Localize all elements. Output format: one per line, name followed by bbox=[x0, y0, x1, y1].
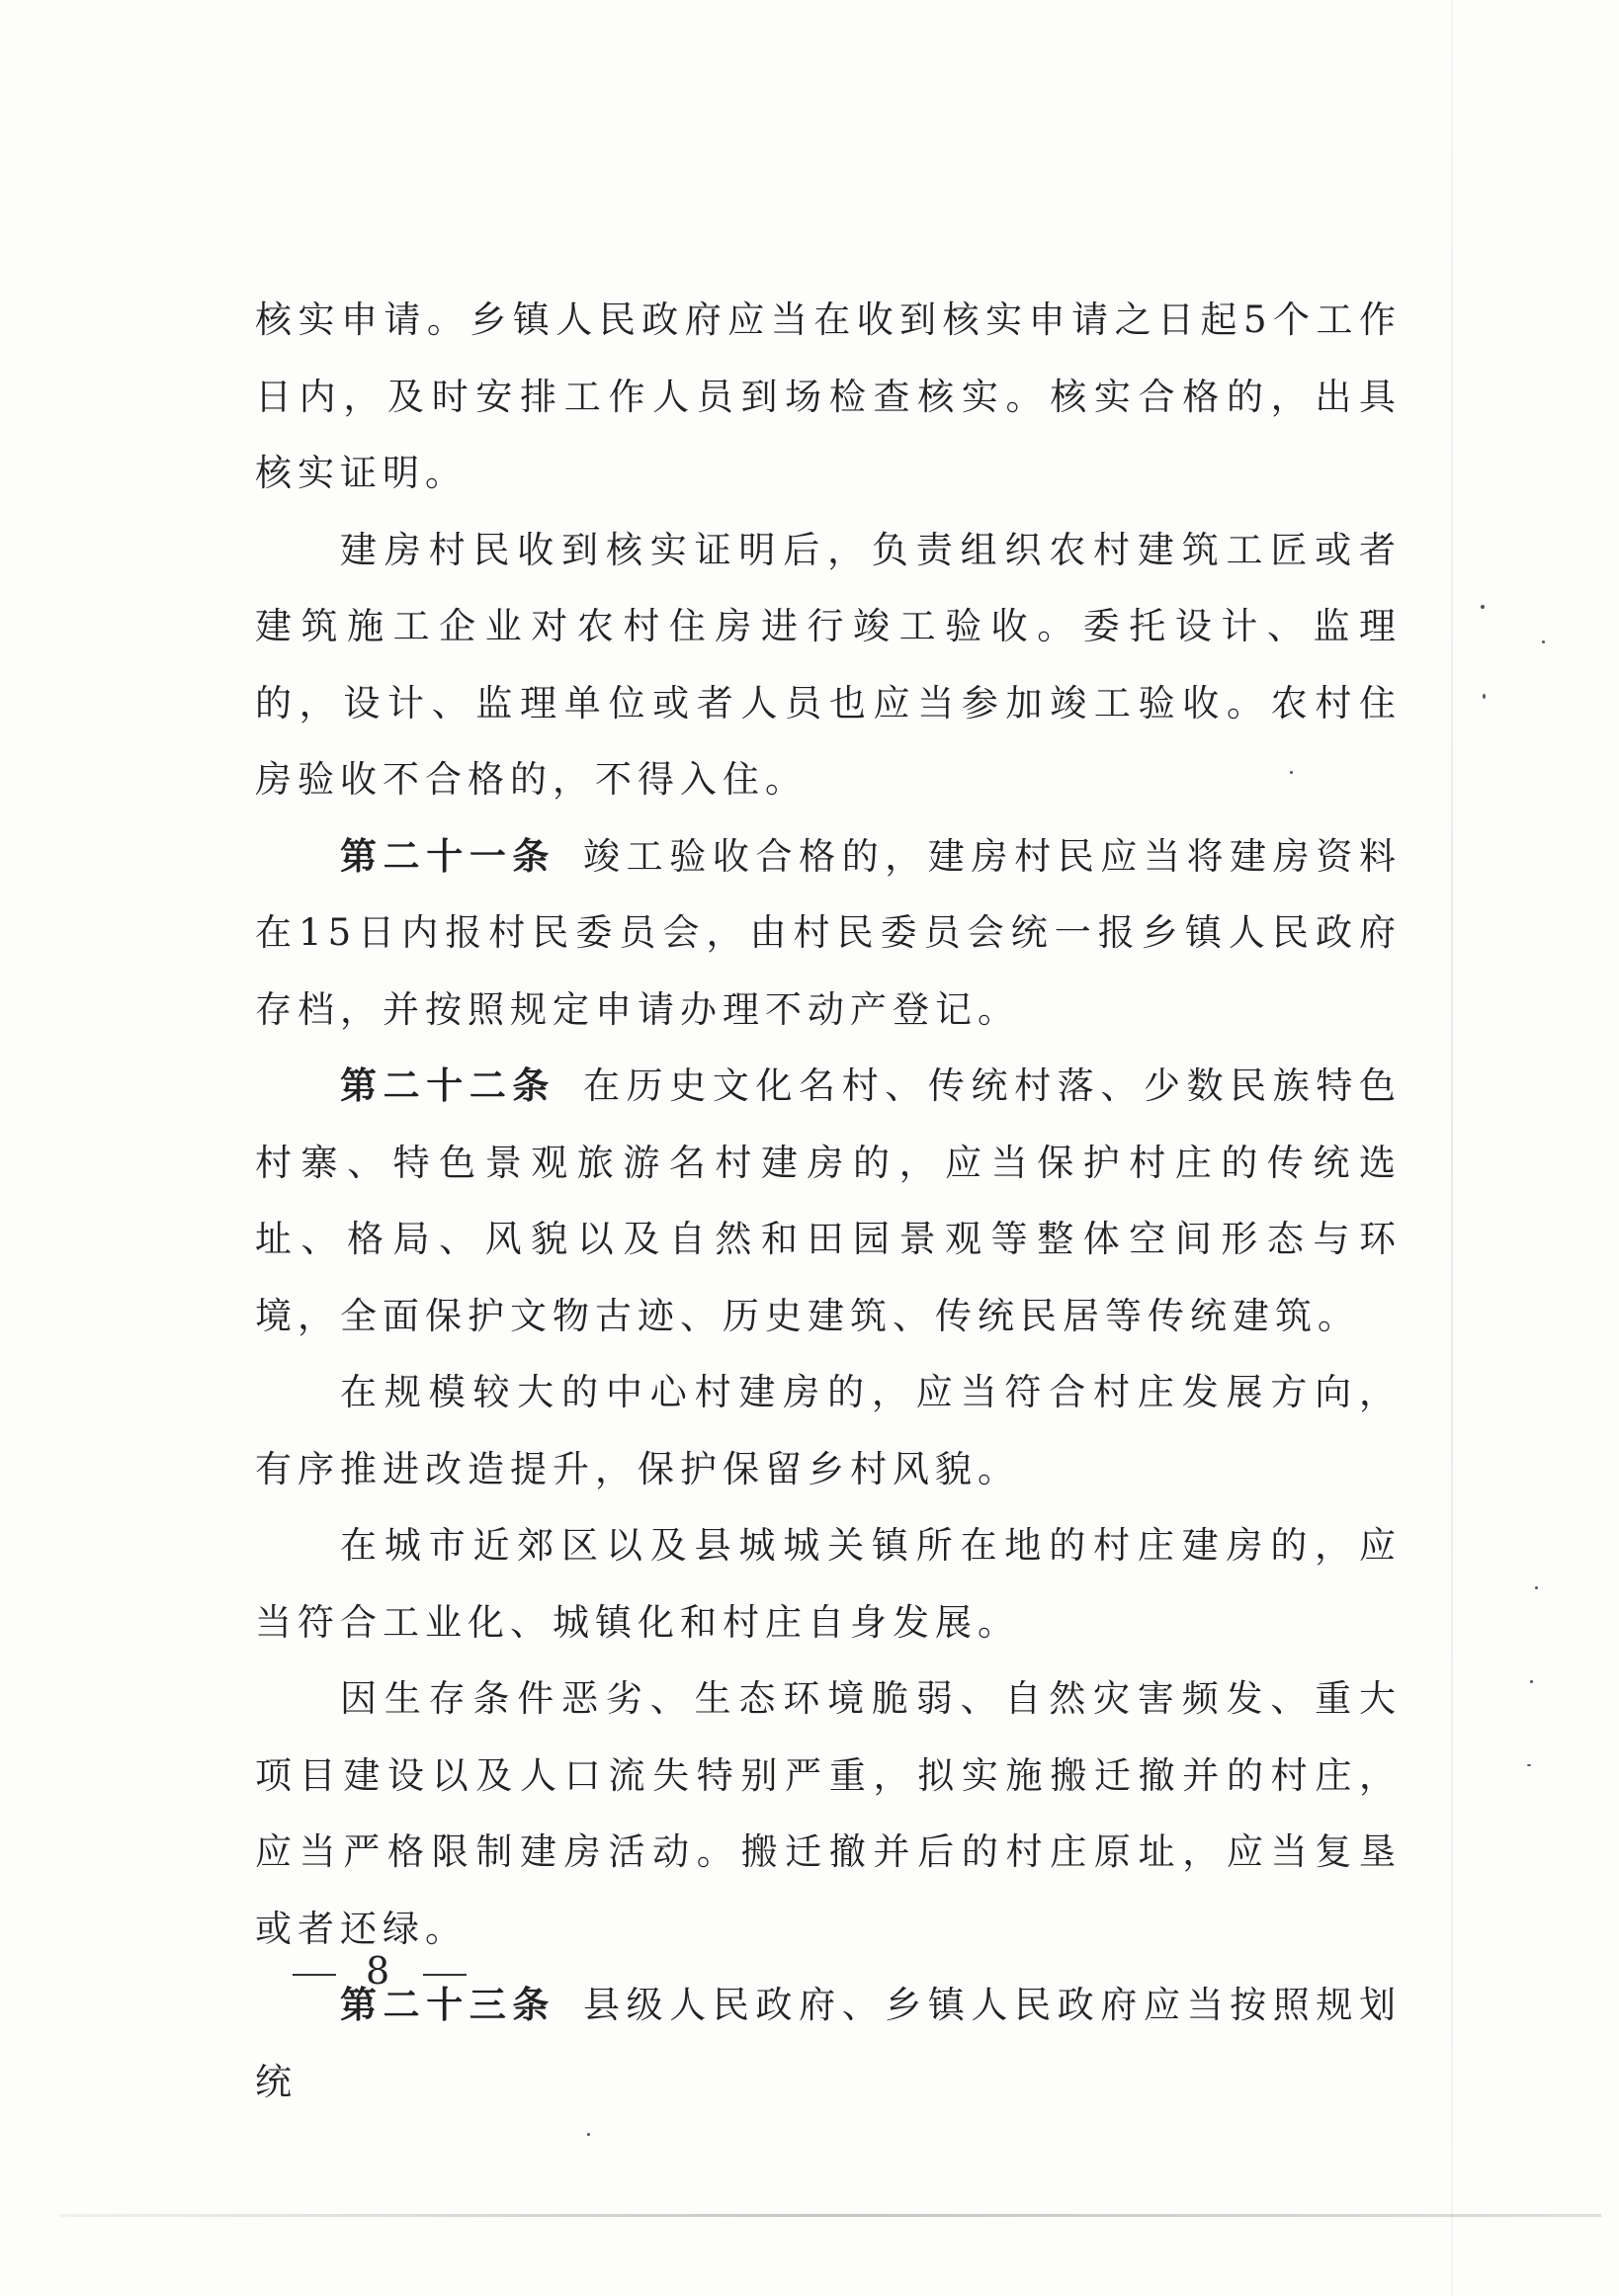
paragraph-text: 县级人民政府、乡镇人民政府应当按照规划统 bbox=[255, 1984, 1403, 2103]
paragraph-text: 建房村民收到核实证明后，负责组织农村建筑工匠或者建筑施工企业对农村住房进行竣工验收。委托设计、监理的，设计、监理单位或者人员也应当参加竣工验收。农村住房验收不合格的，不得入住。 bbox=[255, 528, 1402, 801]
scan-speck bbox=[1527, 1764, 1531, 1766]
page-number-dash-right bbox=[423, 1974, 467, 1976]
paragraph-text: 竣工验收合格的，建房村民应当将建房资料在15日内报村民委员会，由村民委员会统一报乡镇人民政府存档，并按照规定申请办理不动产登记。 bbox=[255, 834, 1403, 1031]
paragraph-text: 核实申请。乡镇人民政府应当在收到核实申请之日起5个工作日内，及时安排工作人员到场检查核实。核实合格的，出具核实证明。 bbox=[255, 298, 1402, 494]
paragraph-text: 在城市近郊区以及县城城关镇所在地的村庄建房的，应当符合工业化、城镇化和村庄自身发展。 bbox=[255, 1524, 1402, 1644]
paragraph-text: 因生存条件恶劣、生态环境脆弱、自然灾害频发、重大项目建设以及人口流失特别严重，拟实施搬迁撤并的村庄，应当严格限制建房活动。搬迁撤并后的村庄原址，应当复垦或者还绿。 bbox=[255, 1677, 1402, 1950]
scan-speck bbox=[1290, 771, 1293, 774]
body-text bbox=[255, 282, 1402, 2120]
scan-speck bbox=[1530, 1680, 1533, 1683]
paragraph-text: 在规模较大的中心村建房的，应当符合村庄发展方向，有序推进改造提升，保护保留乡村风貌。 bbox=[255, 1371, 1402, 1490]
paragraph-text: 在历史文化名村、传统村落、少数民族特色村寨、特色景观旅游名村建房的，应当保护村庄的传统选址、格局、风貌以及自然和田园景观等整体空间形态与环境，全面保护文物古迹、历史建筑、传统民居等传统建筑。 bbox=[255, 1064, 1403, 1337]
scan-speck bbox=[1542, 640, 1545, 643]
article-number: 第二十一条 bbox=[340, 834, 556, 878]
paragraph bbox=[255, 1507, 1402, 1660]
scan-speck bbox=[1483, 694, 1486, 699]
scan-speck bbox=[1535, 1586, 1538, 1589]
article-number: 第二十二条 bbox=[340, 1064, 556, 1107]
scan-edge-bottom bbox=[59, 2214, 1601, 2217]
scan-edge-right bbox=[1451, 0, 1453, 2296]
paragraph bbox=[255, 1354, 1402, 1507]
page-number-dash-left bbox=[293, 1974, 336, 1976]
scan-speck bbox=[1481, 605, 1485, 609]
paragraph bbox=[255, 282, 1402, 512]
paragraph bbox=[255, 512, 1402, 818]
article-number: 第二十三条 bbox=[340, 1984, 556, 2026]
paragraph bbox=[255, 1660, 1402, 1967]
article-paragraph bbox=[255, 818, 1402, 1049]
page-number-value: 8 bbox=[366, 1949, 394, 1993]
scan-speck bbox=[587, 2133, 590, 2136]
page-number bbox=[293, 1949, 467, 1993]
article-paragraph bbox=[255, 1048, 1402, 1354]
